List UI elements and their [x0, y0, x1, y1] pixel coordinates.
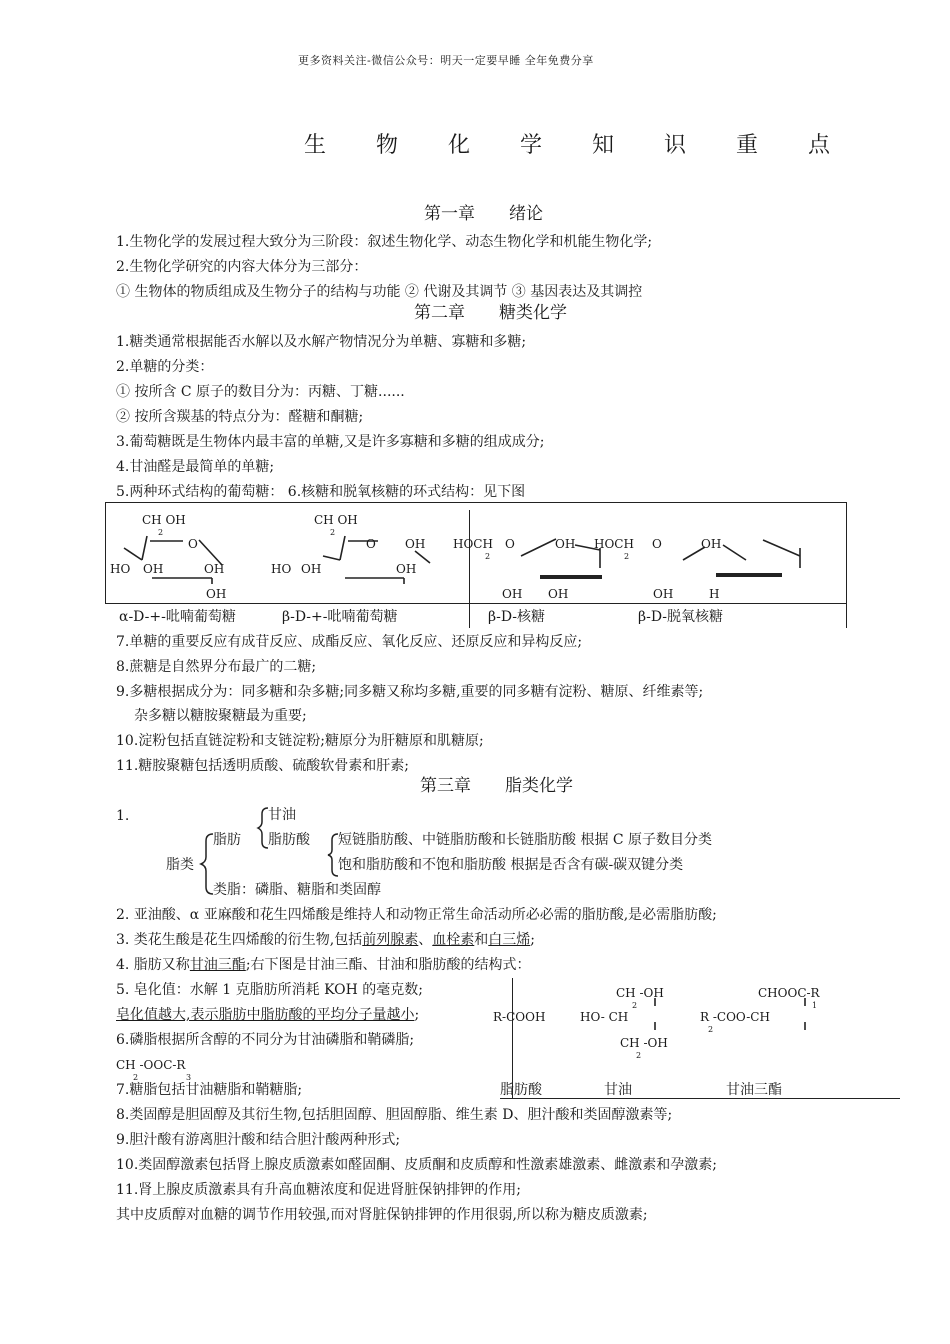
- subscript: 2: [133, 1073, 139, 1082]
- chapter3-heading: 第三章 脂类化学: [420, 776, 573, 796]
- lipid-lipoid: 类脂：磷脂、糖脂和类固醇: [213, 882, 381, 898]
- text-line: 8.类固醇是胆固醇及其衍生物,包括胆固醇、胆固醇脂、维生素 D、胆汁酸和类固醇激素等;: [116, 1107, 673, 1123]
- formula-ch2oh-top: CH -OH: [616, 986, 664, 1000]
- text-line: 2.生物化学研究的内容大体分为三部分：: [116, 259, 368, 275]
- label-ring-o: O: [366, 537, 376, 551]
- formula-ho-ch: HO- CH: [580, 1010, 629, 1024]
- label-ring-o: O: [505, 537, 515, 551]
- text-line: 5.两种环式结构的葡萄糖： 6.核糖和脱氧核糖的环式结构：见下图: [116, 484, 526, 500]
- text-line: 2.单糖的分类：: [116, 359, 214, 375]
- lipid-fat: 脂肪: [213, 832, 241, 848]
- subscript: 2: [632, 1001, 638, 1010]
- label-oh: OH: [143, 562, 164, 576]
- title-char: 学: [520, 133, 543, 158]
- formula-r2-coo-ch: R -COO-CH: [700, 1010, 770, 1024]
- text-line: 11.肾上腺皮质激素具有升高血糖浓度和促进肾脏保钠排钾的作用;: [116, 1182, 521, 1198]
- text: 3. 类花生酸是花生四烯酸的衍生物,包括: [116, 932, 363, 948]
- label-hoch2: HOCH: [594, 537, 634, 551]
- label-oh: OH: [555, 537, 576, 551]
- lipid-root: 脂类: [166, 857, 194, 873]
- label-oh: OH: [301, 562, 322, 576]
- subscript: 2: [636, 1051, 642, 1060]
- text-line: 10.类固醇激素包括肾上腺皮质激素如醛固酮、皮质酮和皮质醇和性激素雄激素、雌激素和孕激素;: [116, 1157, 717, 1173]
- title-char: 重: [736, 133, 759, 158]
- text-line: 1.生物化学的发展过程大致分为三阶段：叙述生物化学、动态生物化学和机能生物化学;: [116, 234, 653, 250]
- formula-rcooh: R-COOH: [493, 1010, 546, 1024]
- title-char: 点: [808, 133, 831, 158]
- text: 、: [418, 932, 433, 948]
- text: 4. 脂肪又称: [116, 957, 190, 973]
- text-line: 7.单糖的重要反应有成苷反应、成酯反应、氧化反应、还原反应和异构反应;: [116, 634, 583, 650]
- underlined-term: 皂化值越大,表示脂肪中脂肪酸的平均分子量越小: [116, 1007, 415, 1023]
- text-line: ② 按所含羰基的特点分为：醛糖和酮糖;: [116, 409, 364, 425]
- lipid-glycerol: 甘油: [268, 807, 296, 823]
- text-line: 6.磷脂根据所含醇的不同分为甘油磷脂和鞘磷脂;: [116, 1032, 415, 1048]
- label-fatty-acid: 脂肪酸: [500, 1082, 542, 1098]
- formula-ch2-ooc-r3: CH -OOC-R: [116, 1058, 186, 1072]
- label-ring-o: O: [652, 537, 662, 551]
- caption-deoxyribose: β-D-脱氧核糖: [638, 609, 724, 625]
- caption-beta-glucose: β-D-+-吡喃葡萄糖: [282, 609, 398, 625]
- text-line: 其中皮质醇对血糖的调节作用较强,而对肾脏保钠排钾的作用很弱,所以称为糖皮质激素;: [116, 1207, 648, 1223]
- formula-chooc-r1: CHOOC-R: [758, 986, 820, 1000]
- label-oh: OH: [405, 537, 426, 551]
- subscript: 2: [485, 552, 491, 561]
- text-line: ① 生物体的物质组成及生物分子的结构与功能 ② 代谢及其调节 ③ 基因表达及其调控: [116, 284, 643, 300]
- text-line: 9.多糖根据成分为：同多糖和杂多糖;同多糖又称均多糖,重要的同多糖有淀粉、糖原、纤维素等;: [116, 684, 704, 700]
- subscript: 2: [708, 1025, 714, 1034]
- underlined-term: 血栓素: [432, 932, 475, 948]
- title-char: 化: [448, 133, 471, 158]
- text: ;右下图是甘油三酯、甘油和脂肪酸的结构式：: [245, 957, 531, 973]
- formula-ch2oh-bot: CH -OH: [620, 1036, 668, 1050]
- label-oh: OH: [396, 562, 417, 576]
- chapter2-heading: 第二章 糖类化学: [414, 303, 567, 323]
- text-line: 11.糖胺聚糖包括透明质酸、硫酸软骨素和肝素;: [116, 758, 409, 774]
- text-line: 2. 亚油酸、α 亚麻酸和花生四烯酸是维持人和动物正常生命活动所必必需的脂肪酸,是必需脂肪酸;: [116, 907, 717, 923]
- label-triglyceride: 甘油三酯: [726, 1082, 782, 1098]
- text-line: 8.蔗糖是自然界分布最广的二糖;: [116, 659, 317, 675]
- text-line: 5. 皂化值：水解 1 克脂肪所消耗 KOH 的毫克数;: [116, 982, 424, 998]
- label-ch2oh: CH OH: [142, 513, 186, 527]
- subscript: 1: [812, 1001, 818, 1010]
- text-line: 10.淀粉包括直链淀粉和支链淀粉;糖原分为肝糖原和肌糖原;: [116, 733, 484, 749]
- page-header-note: 更多资料关注-微信公众号：明天一定要早睡 全年免费分享: [298, 54, 594, 67]
- text-line: 4.甘油醛是最简单的单糖;: [116, 459, 275, 475]
- label-hoch2: HOCH: [453, 537, 493, 551]
- text-line: 3.葡萄糖既是生物体内最丰富的单糖,又是许多寡糖和多糖的组成成分;: [116, 434, 545, 450]
- text-line: 1.糖类通常根据能否水解以及水解产物情况分为单糖、寡糖和多糖;: [116, 334, 527, 350]
- label-ch2oh: CH OH: [314, 513, 358, 527]
- underlined-term: 白三烯: [488, 932, 531, 948]
- label-ho: HO: [271, 562, 292, 576]
- text: ;: [530, 932, 535, 948]
- label-oh: OH: [653, 587, 674, 601]
- title-char: 生: [304, 133, 327, 158]
- item-number: 1.: [116, 808, 130, 824]
- subscript: 2: [330, 528, 336, 537]
- title-char: 知: [592, 133, 615, 158]
- label-oh: OH: [206, 587, 227, 601]
- subscript: 3: [186, 1073, 192, 1082]
- label-ring-o: O: [188, 537, 198, 551]
- label-oh: OH: [502, 587, 523, 601]
- underlined-term: 甘油三酯: [189, 957, 246, 973]
- title-char: 物: [376, 133, 399, 158]
- label-h: H: [709, 587, 720, 601]
- label-glycerol: 甘油: [604, 1082, 632, 1098]
- subscript: 2: [624, 552, 630, 561]
- caption-alpha-glucose: α-D-+-吡喃葡萄糖: [119, 609, 236, 625]
- text-line: ① 按所含 C 原子的数目分为：丙糖、丁糖......: [116, 384, 405, 400]
- lipid-fatty-acid: 脂肪酸: [268, 832, 310, 848]
- text-line: 9.胆汁酸有游离胆汁酸和结合胆汁酸两种形式;: [116, 1132, 401, 1148]
- title-char: 识: [664, 133, 687, 158]
- caption-ribose: β-D-核糖: [488, 609, 546, 625]
- label-oh: OH: [204, 562, 225, 576]
- text: 和: [474, 932, 489, 948]
- fatty-acid-by-saturation: 饱和脂肪酸和不饱和脂肪酸 根据是否含有碳-碳双键分类: [338, 857, 684, 873]
- text: ;: [414, 1007, 420, 1023]
- chapter1-heading: 第一章 绪论: [424, 204, 543, 224]
- label-oh: OH: [701, 537, 722, 551]
- text-line: 杂多糖以糖胺聚糖最为重要;: [134, 708, 307, 724]
- fatty-acid-by-carbon: 短链脂肪酸、中链脂肪酸和长链脂肪酸 根据 C 原子数目分类: [338, 832, 713, 848]
- underlined-term: 前列腺素: [362, 932, 419, 948]
- subscript: 2: [158, 528, 164, 537]
- label-ho: HO: [110, 562, 131, 576]
- text-line: 7.糖脂包括甘油糖脂和鞘糖脂;: [116, 1082, 303, 1098]
- label-oh: OH: [548, 587, 569, 601]
